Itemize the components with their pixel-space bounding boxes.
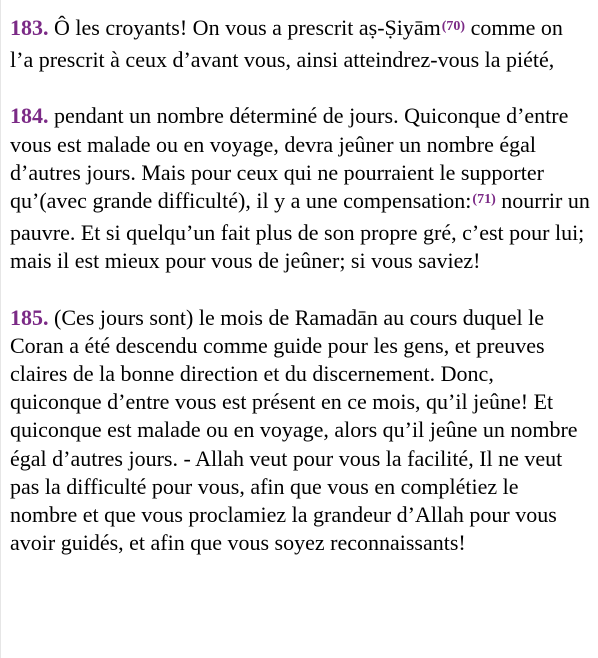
verse-183	[10, 14, 590, 74]
verse-page	[10, 14, 590, 557]
verse-text: Ô les croyants! On vous a prescrit aṣ-Ṣiyām	[48, 15, 441, 40]
verse-text-continued: comme on l’a prescrit à ceux d’avant vous, ainsi atteindrez-vous la piété,	[10, 15, 563, 73]
verse-text-continued: nourrir un pauvre. Et si quelqu’un fait plus de son propre gré, c’est pour lui; mais il est mieux pour vous de jeûner; si vous saviez!	[10, 188, 590, 274]
verse-number: 184.	[10, 103, 49, 129]
footnote-ref-71[interactable]: (71)	[472, 192, 496, 208]
left-border	[0, 0, 1, 658]
verse-text: pendant un nombre déterminé de jours. Quiconque d’entre vous est malade ou en voyage, devra jeûner un nombre égal d’autres jours. Mais pour ceux qui ne pourraient le supporter qu’(avec grande difficulté), il y a une compensation:	[10, 103, 569, 214]
verse-number: 183.	[10, 15, 49, 40]
verse-text: (Ces jours sont) le mois de Ramadān au cours duquel le Coran a été descendu comme guide pour les gens, et preuves claires de la bonne direction et du discernement. Donc, quiconque d’entre vous est présent en ce mois, qu’il jeûne! Et quiconque est malade ou en voyage, alors qu’il jeûne un nombre égal d’autres jours. - Allah veut pour vous la facilité, Il ne veut pas la difficulté pour vous, afin que vous en complétiez le nombre et que vous proclamiez la grandeur d’Allah pour vous avoir guidés, et afin que vous soyez reconnaissants!	[10, 304, 578, 556]
verse-184	[10, 102, 590, 275]
footnote-ref-70[interactable]: (70)	[441, 19, 466, 34]
verse-number: 185.	[10, 304, 49, 330]
verse-185	[10, 304, 590, 558]
